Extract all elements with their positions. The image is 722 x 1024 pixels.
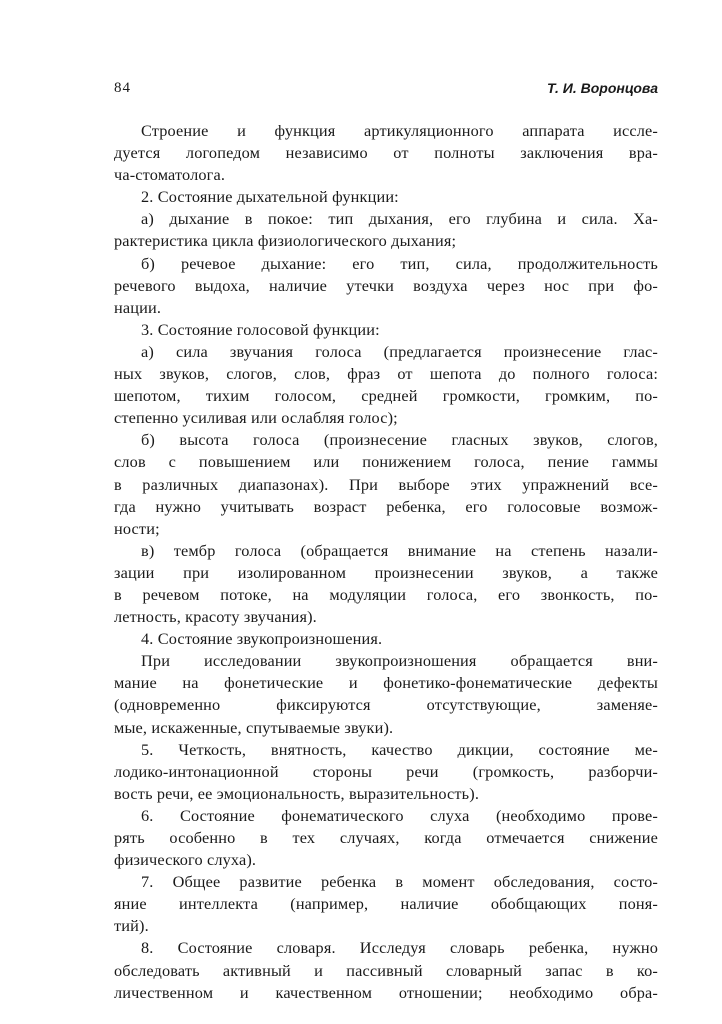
text-line: мание на фонетические и фонетико-фонематические дефекты [114, 673, 658, 693]
text-line: а) дыхание в покое: тип дыхания, его глубина и сила. Ха- [141, 209, 658, 229]
text-line: б) речевое дыхание: его тип, сила, продолжительность [141, 253, 658, 273]
text-line: Строение и функция артикуляционного аппарата иссле- [141, 121, 658, 140]
text-line: шепотом, тихим голосом, средней громкости, громким, по- [114, 386, 658, 406]
text-line: ности; [114, 518, 160, 538]
text-line: 4. Состояние звукопроизношения. [141, 629, 383, 649]
text-line: степенно усиливая или ослабляя голос); [114, 408, 398, 428]
text-line: 5. Четкость, внятность, качество дикции, состояние ме- [141, 739, 658, 759]
text-line: в различных диапазонах). При выборе этих упражнений все- [114, 474, 658, 494]
text-line: гда нужно учитывать возраст ребенка, его голосовые возмож- [114, 496, 658, 516]
text-line: летность, красоту звучания). [114, 607, 317, 627]
text-line: физического слуха). [114, 850, 257, 870]
text-line: слов с повышением или понижением голоса, пение гаммы [114, 452, 658, 472]
text-line: зации при изолированном произнесении звуков, а также [114, 562, 658, 582]
text-line: 6. Состояние фонематического слуха (необходимо прове- [141, 805, 658, 825]
text-line: в речевом потоке, на модуляции голоса, его звонкость, по- [114, 584, 658, 604]
text-line: дуется логопедом независимо от полноты заключения вра- [114, 143, 658, 163]
text-line: в) тембр голоса (обращается внимание на степень назали- [141, 540, 658, 560]
text-line: б) высота голоса (произнесение гласных звуков, слогов, [141, 430, 658, 450]
text-line: (одновременно фиксируются отсутствующие, заменяе- [114, 695, 658, 715]
text-line: 7. Общее развитие ребенка в момент обследования, состо- [141, 872, 658, 892]
text-line: а) сила звучания голоса (предлагается произнесение глас- [141, 341, 658, 361]
text-line: личественном и качественном отношении; необходимо обра- [114, 982, 658, 1002]
text-line: вость речи, ее эмоциональность, выразительность). [114, 783, 480, 803]
text-line: лодико-интонационной стороны речи (громкость, разборчи- [114, 761, 658, 781]
text-line: яние интеллекта (например, наличие обобщающих поня- [114, 894, 658, 914]
text-line: обследовать активный и пассивный словарный запас в ко- [114, 960, 658, 980]
running-head-author: Т. И. Воронцова [547, 80, 658, 96]
page-header [114, 80, 658, 100]
text-line: 8. Состояние словаря. Исследуя словарь ребенка, нужно [141, 938, 658, 958]
text-line: речевого выдоха, наличие утечки воздуха через нос при фо- [114, 275, 658, 295]
text-line: При исследовании звукопроизношения обращается вни- [141, 651, 658, 671]
page-number: 84 [114, 80, 131, 96]
text-line: мые, искаженные, спутываемые звуки). [114, 717, 394, 737]
text-line: рять особенно в тех случаях, когда отмечается снижение [114, 828, 658, 847]
text-line: ча-стоматолога. [114, 165, 226, 185]
text-line: 3. Состояние голосовой функции: [141, 319, 380, 339]
text-line: ных звуков, слогов, слов, фраз от шепота до полного голоса: [114, 364, 658, 384]
text-line: рактеристика цикла физиологического дыхания; [114, 231, 457, 251]
text-line: 2. Состояние дыхательной функции: [141, 187, 399, 207]
body-text [114, 120, 658, 1004]
text-line: тий). [114, 916, 149, 936]
text-line: нации. [114, 297, 162, 317]
